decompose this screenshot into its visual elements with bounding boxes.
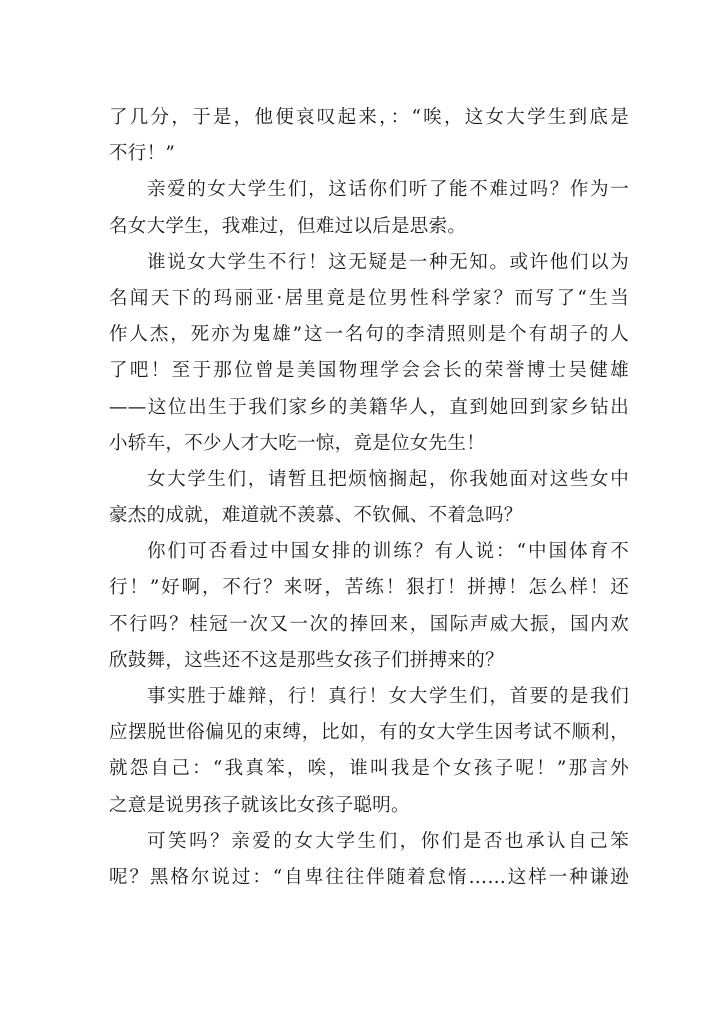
text-line: 你们可否看过中国女排的训练？有人说：“中国体育不 [147,541,629,563]
text-line: 名闻天下的玛丽亚·居里竟是位男性科学家？而写了“生当 [109,287,629,309]
paragraph [109,172,629,244]
paragraph [109,824,629,896]
text-line: 小轿车，不少人才大吃一惊，竟是位女先生！ [109,432,486,454]
text-line: 行！”好啊，不行？来呀，苦练！狠打！拼搏！怎么样！还 [109,577,629,599]
text-line: 名女大学生，我难过，但难过以后是思索。 [109,215,467,237]
paragraph [109,245,629,462]
text-line: 豪杰的成就，难道就不羡慕、不钦佩、不着急吗？ [109,505,523,527]
text-line: 作人杰，死亦为鬼雄”这一名句的李清照则是个有胡子的人 [109,324,629,346]
text-line: 呢？黑格尔说过：“自卑往往伴随着怠惰……这样一种谦逊 [109,866,629,888]
text-line: 谁说女大学生不行！这无疑是一种无知。或许他们以为 [147,251,629,273]
text-line: 不行！” [109,143,176,165]
paragraph [109,679,629,824]
text-line: 就怨自己：“我真笨，唉，谁叫我是个女孩子呢！”那言外 [109,758,629,780]
text-line: 应摆脱世俗偏见的束缚，比如，有的女大学生因考试不顺利， [109,722,629,744]
paragraph [109,100,629,172]
text-line: 可笑吗？亲爱的女大学生们，你们是否也承认自己笨 [147,830,629,852]
text-line: 不行吗？桂冠一次又一次的捧回来，国际声威大振，国内欢 [109,613,629,635]
text-line: 了吧！至于那位曾是美国物理学会会长的荣誉博士吴健雄 [109,360,629,382]
text-line: 事实胜于雄辩，行！真行！女大学生们，首要的是我们 [147,686,629,707]
text-line: 亲爱的女大学生们，这话你们听了能不难过吗？作为一 [147,179,629,201]
text-line: 欣鼓舞，这些还不这是那些女孩子们拼搏来的？ [109,649,504,671]
text-line: 之意是说男孩子就该比女孩子聪明。 [109,794,410,816]
document-body [109,100,629,896]
text-line: ——这位出生于我们家乡的美籍华人，直到她回到家乡钻出 [109,396,629,418]
paragraph [109,534,629,679]
paragraph [109,462,629,534]
text-line: 了几分，于是，他便哀叹起来，：“唉，这女大学生到底是 [109,107,629,128]
text-line: 女大学生们，请暂且把烦恼搁起，你我她面对这些女中 [147,468,629,490]
